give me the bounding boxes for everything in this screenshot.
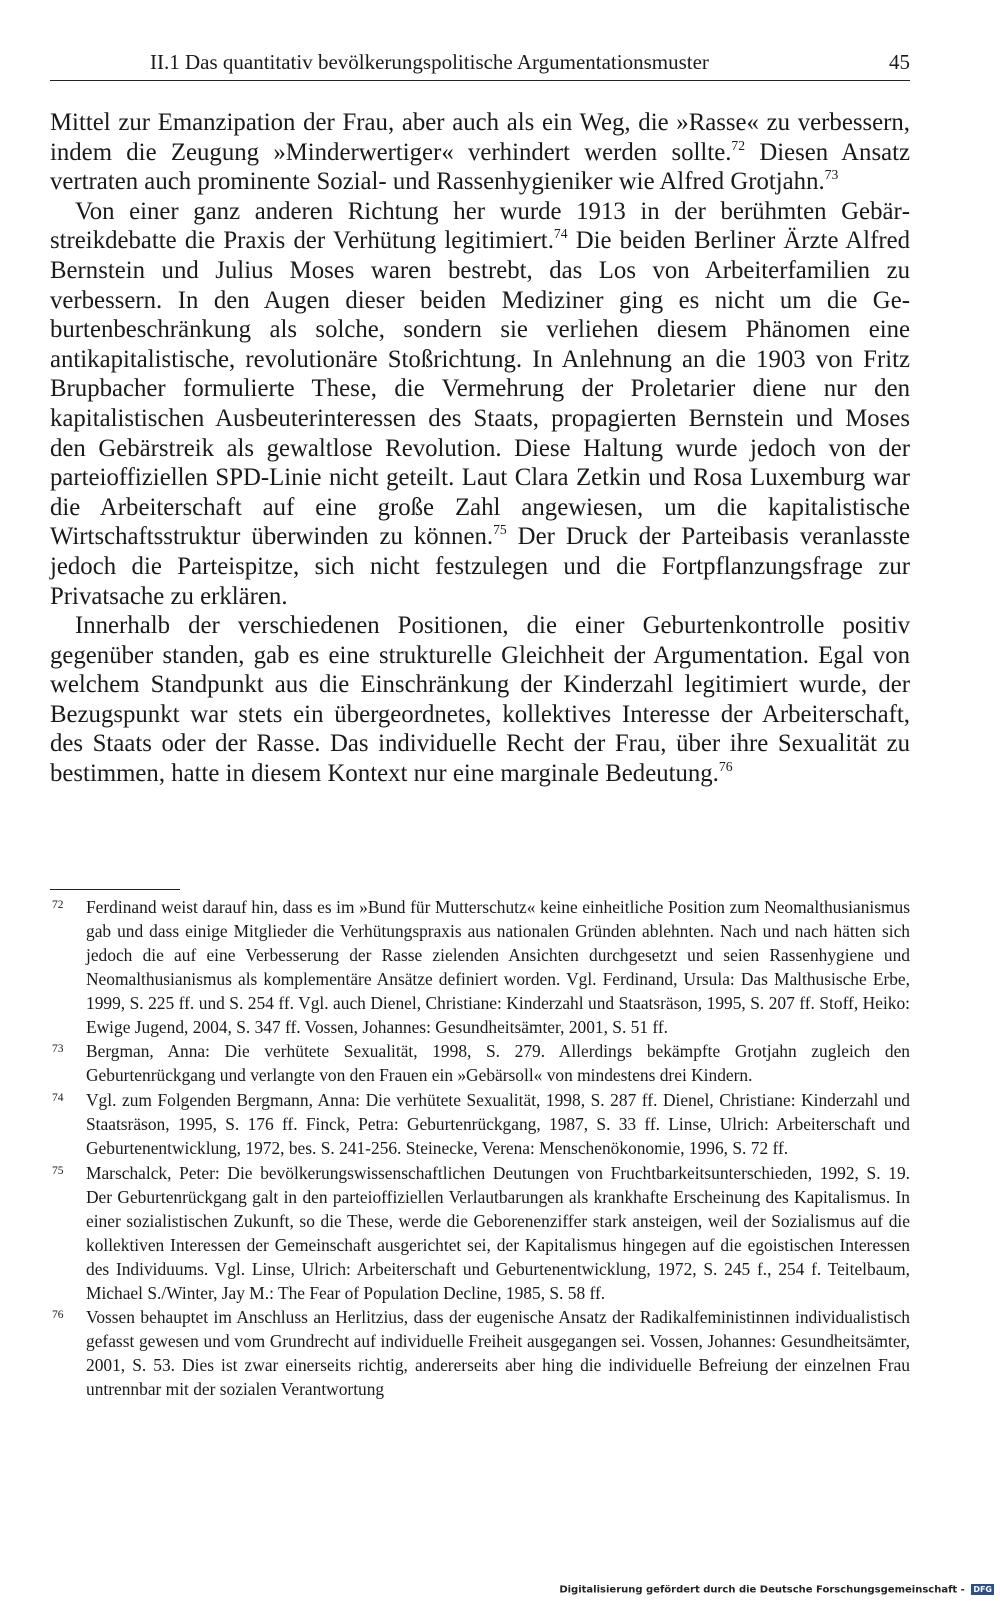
footnote-number: 74 bbox=[52, 1092, 64, 1105]
footnote-ref-73[interactable]: 73 bbox=[824, 166, 839, 182]
footnote-74 bbox=[50, 1089, 910, 1161]
footnotes bbox=[50, 896, 910, 1403]
footnote-75 bbox=[50, 1162, 910, 1305]
footnote-divider bbox=[50, 889, 180, 890]
footnote-text: Ferdinand weist darauf hin, dass es im »Bund für Mutterschutz« keine einheitliche Position zum Neomalthusianismus gab und dass einige Mitglieder die Verhütungspraxis aus nationalen Gründen ablehnten. Nach und nach hätten sich jedoch die auf eine Verbesserung der Rasse zielenden Ansichten durchgesetzt und seien Rassenhygiene und Neomalthusianismus als komplementäre Ansätze definiert worden. Vgl. Ferdinand, Ursula: Das Malthusische Erbe, 1999, S. 225 ff. und S. 254 ff. Vgl. auch Dienel, Christiane: Kinderzahl und Staatsräson, 1995, S. 207 ff. Stoff, Heiko: Ewige Jugend, 2004, S. 347 ff. Vossen, Johannes: Gesundheitsämter, 2001, S. 51 ff. bbox=[86, 897, 910, 1037]
footnote-ref-75[interactable]: 75 bbox=[493, 522, 507, 538]
text-run: Der Druck der Parteibasis veranlasste jedoch die Parteispitze, sich nicht festzulegen und die Fortpflanzungsfrage zur Privatsache zu erklären. bbox=[50, 523, 911, 610]
dfg-logo: DFG bbox=[973, 1584, 992, 1594]
running-title: II.1 Das quantitativ bevölkerungspolitische Argumentationsmuster bbox=[150, 50, 709, 74]
text-run: Innerhalb der verschiedenen Positionen, die einer Geburtenkontrolle positiv gegenüber standen, gab es eine strukturelle Gleichheit der Argumentation. Egal von welchem Standpunkt aus die Einschränkung der Kinderzahl legitimiert wurde, der Bezugspunkt war stets ein übergeordnetes, kollektives Interesse der Arbeiterschaft, des Staats oder der Rasse. Das individuelle Recht der Frau, über ihre Sexualität zu bestimmen, hatte in diesem Kontext nur eine marginale Bedeutung. bbox=[50, 612, 910, 788]
page-number: 45 bbox=[889, 50, 910, 74]
main-text bbox=[50, 108, 910, 789]
text-run: Die beiden Berliner Ärzte Alfred Bernstein und Julius Moses waren bestrebt, das Los von Arbeiterfamilien zu verbessern. In den Augen dieser beiden Mediziner ging es nicht um die Geburtenbeschränkung als solche, sondern sie verliehen diesem Phänomen eine antikapitalistische, revolutionäre Stoßrichtung. In Anlehnung an die 1903 von Fritz Brupbacher formulierte These, die Vermehrung der Proletarier diene nur den kapitalistischen Ausbeuterinteressen des Staats, propagierten Bernstein und Moses den Gebärstreik als gewaltlose Revolution. Diese Haltung wurde jedoch von der parteioffiziellen SPD-Linie nicht geteilt. Laut Clara Zetkin und Rosa Luxemburg war die Arbeiterschaft auf eine große Zahl angewiesen, um die kapitalistische Wirtschaftsstruktur überwinden zu können. bbox=[50, 227, 910, 551]
paragraph-3 bbox=[50, 611, 910, 789]
footnote-number: 76 bbox=[52, 1309, 64, 1322]
footnote-number: 75 bbox=[52, 1164, 64, 1177]
text-run: Von einer ganz anderen Richtung her wurde 1913 in der berühmten Gebärstreikdebatte die Praxis der Verhütung legitimiert. bbox=[50, 197, 910, 255]
paragraph-2 bbox=[50, 197, 910, 611]
footnote-number: 73 bbox=[52, 1043, 64, 1056]
digitization-credit bbox=[559, 1584, 994, 1596]
footnote-text: Vossen behauptet im Anschluss an Herlitzius, dass der eugenische Ansatz der Radikalfeministinnen individualistisch gefasst gewesen und vom Grundrecht auf individuelle Freiheit ausgegangen sei. Vossen, Johannes: Gesundheitsämter, 2001, S. 53. Dies ist zwar einerseits richtig, andererseits aber hing die individuelle Befreiung der einzelnen Frau untrennbar mit der sozialen Verantwortung bbox=[86, 1307, 910, 1400]
footnote-text: Bergman, Anna: Die verhütete Sexualität, 1998, S. 279. Allerdings bekämpfte Grotjahn zugleich den Geburtenrückgang und verlangte von den Frauen ein »Gebärsoll« von mindestens drei Kindern. bbox=[86, 1041, 910, 1086]
text-run: Mittel zur Emanzipation der Frau, aber auch als ein Weg, die »Rasse« zu verbessern, indem die Zeugung »Minderwertiger« verhindert werden sollte. bbox=[50, 109, 910, 166]
footnote-number: 72 bbox=[52, 899, 64, 911]
footnote-ref-72[interactable]: 72 bbox=[731, 137, 746, 153]
footnote-text: Marschalck, Peter: Die bevölkerungswissenschaftlichen Deutungen von Fruchtbarkeitsunterschieden, 1992, S. 19. Der Geburtenrückgang galt in den parteioffiziellen Verlautbarungen als krankhafte Erscheinung des Kapitalismus. In einer sozialistischen Zukunft, so die These, werde die Geborenenziffer stark ansteigen, weil der Sozialismus auf die kollektiven Interessen der Gemeinschaft ausgerichtet sei, der Kapitalismus hingegen auf die egoistischen Interessen des Individuums. Vgl. Linse, Ulrich: Arbeiterschaft und Geburtenentwicklung, 1972, S. 245 f., 254 f. Teitelbaum, Michael S./Winter, Jay M.: The Fear of Population Decline, 1985, S. 58 ff. bbox=[86, 1162, 910, 1303]
text-run: Diesen Ansatz vertraten auch prominente Sozial- und Rassenhygieniker wie Alfred Grotjahn. bbox=[50, 138, 910, 196]
paragraph-1 bbox=[50, 108, 910, 197]
footnote-ref-74[interactable]: 74 bbox=[553, 226, 568, 242]
footnote-76 bbox=[50, 1306, 910, 1402]
credit-text: Digitalisierung gefördert durch die Deutsche Forschungsgemeinschaft - bbox=[559, 1584, 965, 1595]
footnote-72 bbox=[50, 896, 910, 1039]
footnote-73 bbox=[50, 1040, 910, 1088]
footnote-text: Vgl. zum Folgenden Bergmann, Anna: Die verhütete Sexualität, 1998, S. 287 ff. Dienel, Christiane: Kinderzahl und Staatsräson, 1995, S. 176 ff. Finck, Petra: Geburtenrückgang, 1987, S. 33 ff. Linse, Ulrich: Arbeiterschaft und Geburtenentwicklung, 1972, bes. S. 241-256. Steinecke, Verena: Menschenökonomie, 1996, S. 72 ff. bbox=[86, 1090, 910, 1159]
footnote-ref-76[interactable]: 76 bbox=[718, 758, 733, 774]
running-header bbox=[50, 46, 910, 81]
